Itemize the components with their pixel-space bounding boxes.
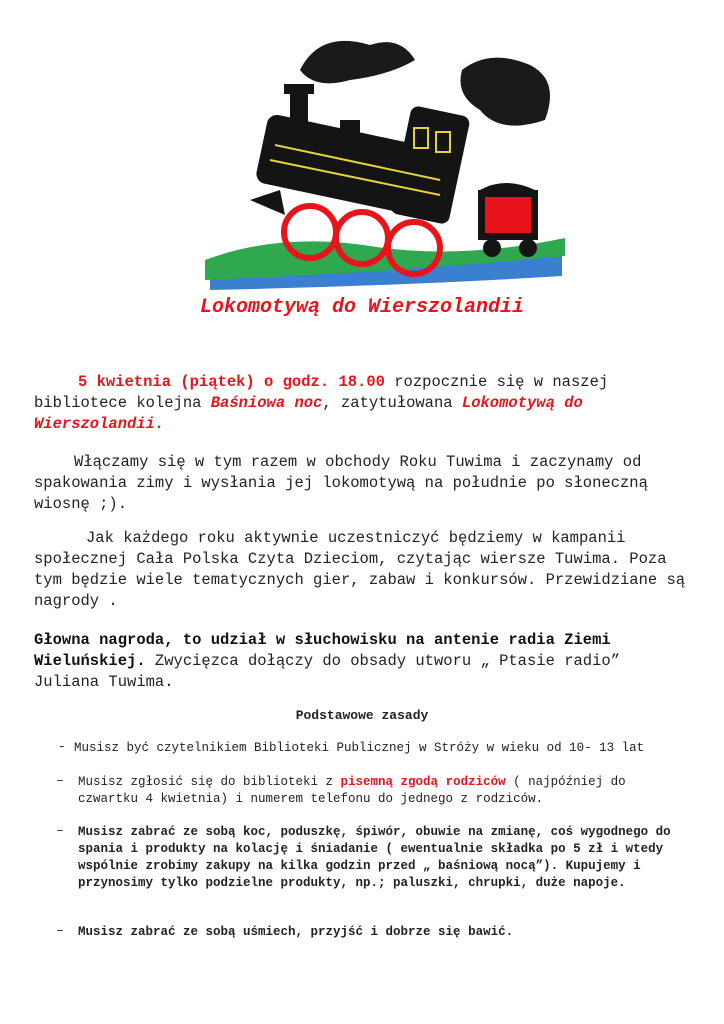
rule-2-text: Musisz zgłosić się do biblioteki z <box>78 775 341 789</box>
event-title: Lokomotywą do Wierszolandii. <box>34 394 583 433</box>
page-title: Lokomotywą do Wierszolandii <box>199 296 525 319</box>
paragraph-intro <box>34 372 694 435</box>
bullet-dash: - <box>58 739 66 754</box>
paragraph-campaign: Jak każdego roku aktywnie uczestniczyć będziemy w kampanii społecznej Cała Polska Czyta Dzieciom, czytając wiersze Tuwima. Poza tym będzie wiele tematycznych gier, zabaw i konkursów. Przewidziane są nagrody . <box>34 529 686 610</box>
rule-item-4: Musisz zabrać ze sobą uśmiech, przyjść i dobrze się bawić. <box>78 925 514 939</box>
bullet-dash: – <box>56 823 64 838</box>
event-date: 5 kwietnia (piątek) o godz. 18.00 <box>78 373 385 391</box>
rule-2-text-end: ( najpóźniej do czwartku 4 kwietnia) i numerem telefonu do jednego z rodziców. <box>78 775 626 806</box>
prize-text: Zwycięzca dołączy do obsady utworu „ Ptasie radio” Juliana Tuwima. <box>34 652 621 691</box>
paragraph-prize <box>34 630 694 693</box>
rule-item-1: Musisz być czytelnikiem Biblioteki Publicznej w Stróży w wieku od 10- 13 lat <box>74 741 645 755</box>
parental-consent: pisemną zgodą rodziców <box>340 775 506 789</box>
locomotive-illustration <box>200 10 572 310</box>
bullet-dash: – <box>56 773 64 788</box>
paragraph-tuwim-year: Włączamy się w tym razem w obchody Roku Tuwima i zaczynamy od spakowania zimy i wysłania jej lokomotywą na południe po słoneczną wiosnę ;). <box>34 453 648 513</box>
intro-text-2: , zatytułowana <box>322 394 462 412</box>
bullet-dash: – <box>56 923 64 938</box>
smoke-cloud-right <box>460 58 550 126</box>
rule-item-2 <box>78 774 688 808</box>
tender-wagon <box>478 183 538 257</box>
intro-text-1: rozpocznie się w naszej bibliotece kolejna <box>34 373 609 412</box>
smoke-cloud-left <box>300 41 415 83</box>
rules-heading: Podstawowe zasady <box>295 708 429 723</box>
locomotive-body <box>250 84 471 225</box>
prize-bold-text: Głowna nagroda, to udział w słuchowisku na antenie radia Ziemi Wieluńskiej. <box>34 631 611 670</box>
event-name: Baśniowa noc <box>210 394 323 412</box>
rule-item-3: Musisz zabrać ze sobą koc, poduszkę, śpiwór, obuwie na zmianę, coś wygodnego do spania i produkty na kolację i śniadanie ( ewentualnie składka po 5 zł i wtedy wspólnie zrobimy zakupy na kilka godzin przed „ baśniową nocą”). Kupujemy i przynosimy tylko podzielne produkty, np.; paluszki, chrupki, duże napoje. <box>78 825 671 890</box>
